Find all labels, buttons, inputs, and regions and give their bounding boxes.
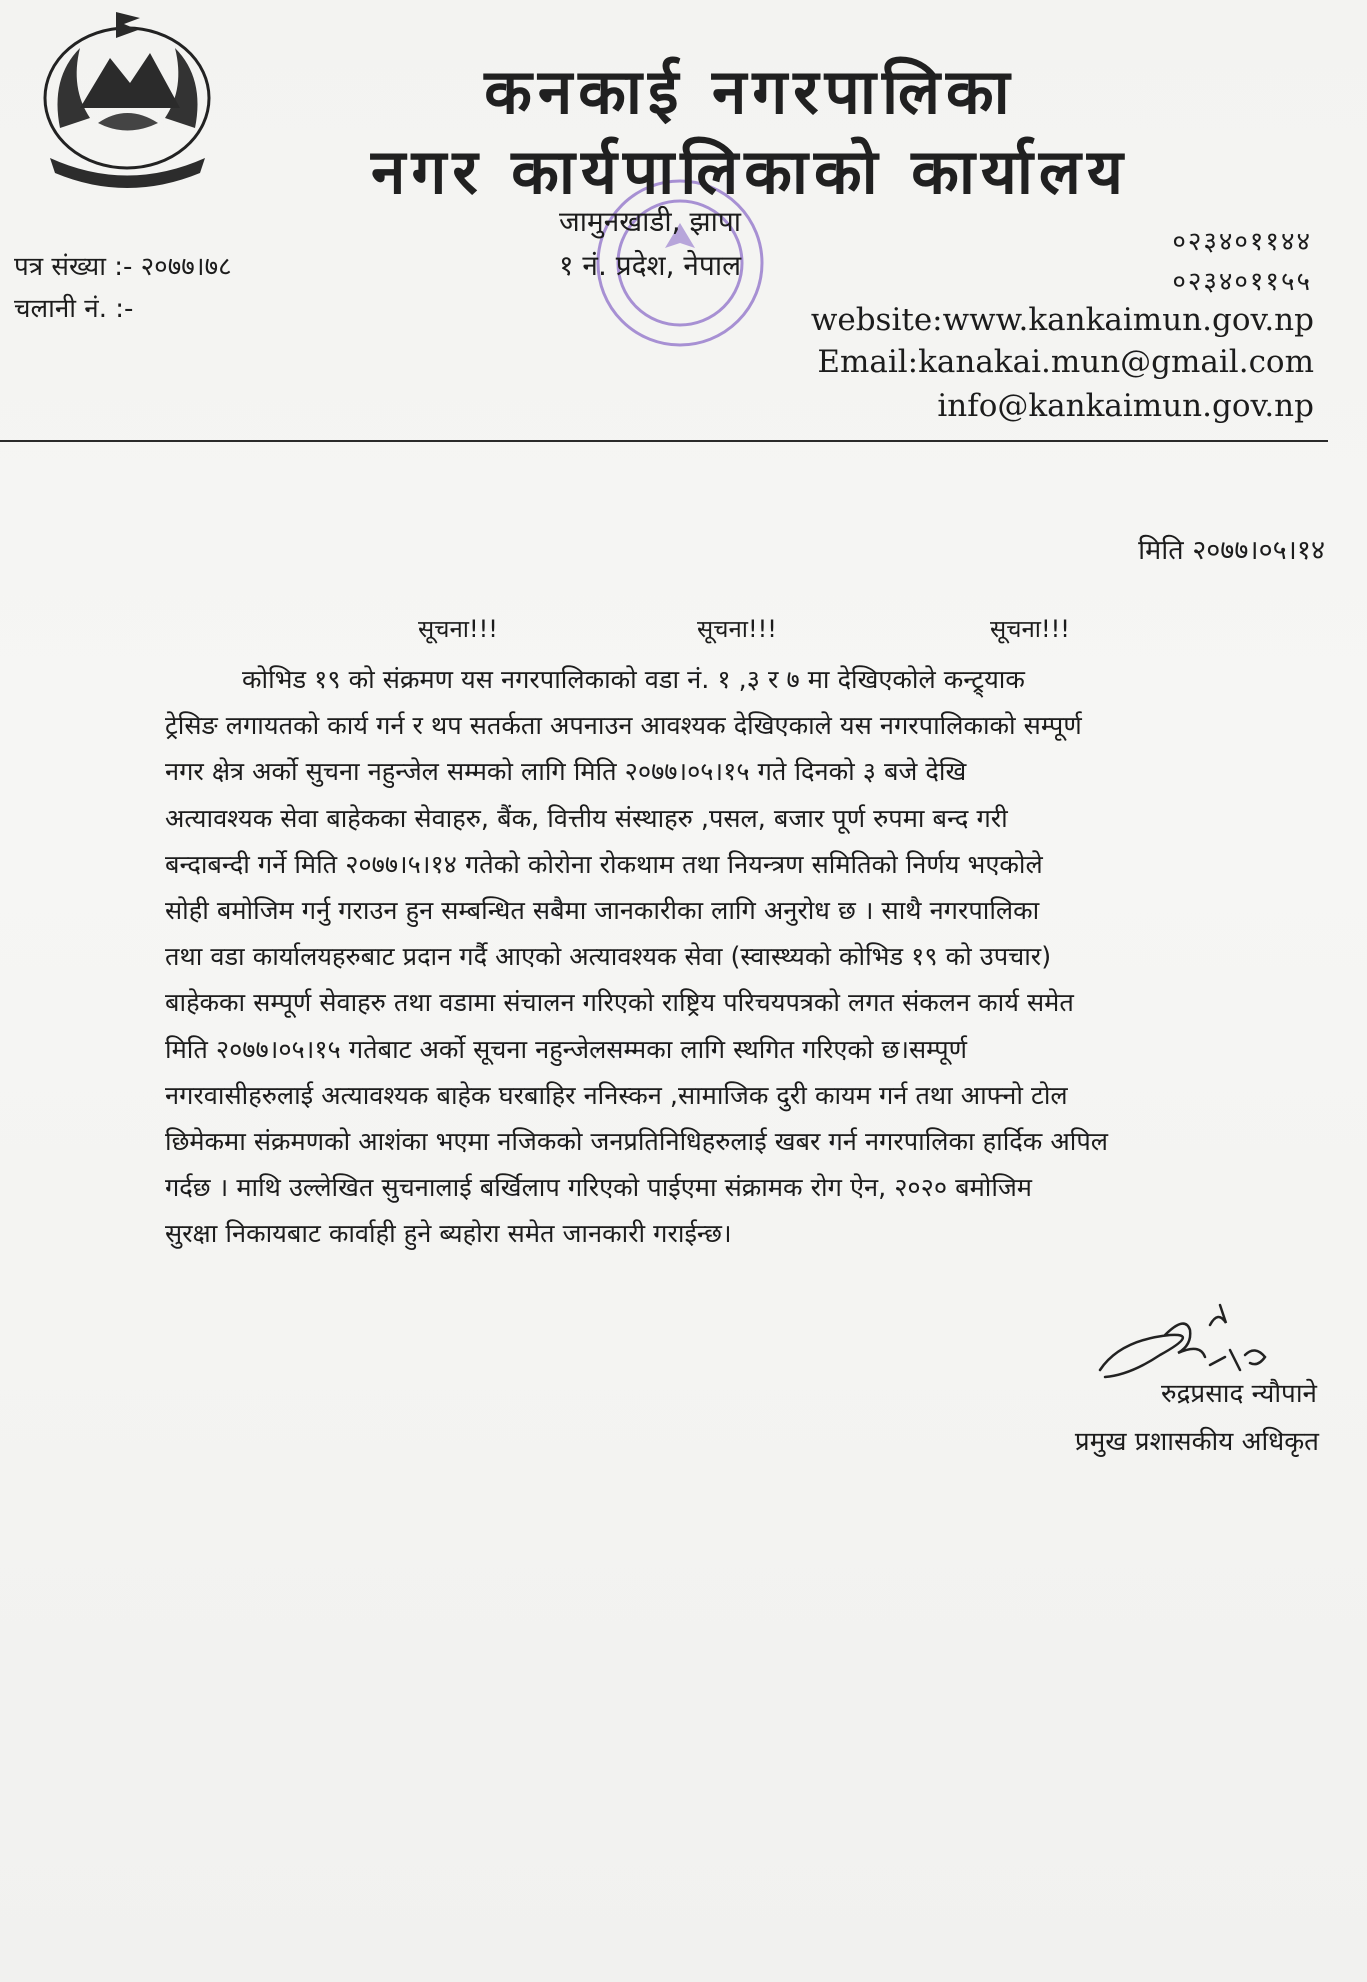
office-name: नगर कार्यपालिकाको कार्यालय <box>371 135 1129 208</box>
notice-heading-1: सूचना!!! <box>418 615 498 643</box>
header-divider <box>0 440 1328 442</box>
body-line: तथा वडा कार्यालयहरुबाट प्रदान गर्दै आएको अत्यावश्यक सेवा (स्वास्थ्यको कोभिड १९ को उपचार) <box>165 941 1052 972</box>
notice-heading-2: सूचना!!! <box>697 615 777 643</box>
email-secondary: info@kankaimun.gov.np <box>937 388 1314 424</box>
body-line: सुरक्षा निकायबाट कार्वाही हुने ब्यहोरा समेत जानकारी गराईन्छ। <box>165 1218 732 1249</box>
body-line: अत्यावश्यक सेवा बाहेकका सेवाहरु, बैंक, वित्तीय संस्थाहरु ,पसल, बजार पूर्ण रुपमा बन्द गरी <box>165 802 1008 833</box>
municipality-name: कनकाई नगरपालिका <box>484 55 1016 128</box>
body-line: छिमेकमा संक्रमणको आशंका भएमा नजिकको जनप्रतिनिधिहरुलाई खबर गर्न नगरपालिका हार्दिक अपिल <box>165 1126 1108 1157</box>
nepal-emblem-icon <box>20 8 235 193</box>
body-line: नगरवासीहरुलाई अत्यावश्यक बाहेक घरबाहिर ननिस्कन ,सामाजिक दुरी कायम गर्न तथा आफ्नो टोल <box>165 1079 1068 1110</box>
website: website:www.kankaimun.gov.np <box>810 302 1314 338</box>
body-line: मिति २०७७।०५।१५ गतेबाट अर्को सूचना नहुन्जेलसम्मका लागि स्थगित गरिएको छ।सम्पूर्ण <box>165 1033 968 1064</box>
dispatch-number: चलानी नं. :- <box>14 294 134 324</box>
body-line: कोभिड १९ को संक्रमण यस नगरपालिकाको वडा नं. १ ,३ र ७ मा देखिएकोले कन्ट्र्याक <box>242 664 1025 694</box>
letter-date: मिति २०७७।०५।१४ <box>1138 535 1325 566</box>
body-line: नगर क्षेत्र अर्को सुचना नहुन्जेल सम्मको लागि मिति २०७७।०५।१५ गते दिनको ३ बजे देखि <box>165 756 967 787</box>
address-line-2: १ नं. प्रदेश, नेपाल <box>558 249 742 282</box>
phone-2: ०२३४०११५५ <box>1172 267 1312 297</box>
reference-number: पत्र संख्या :- २०७७।७८ <box>14 252 232 282</box>
body-line: बन्दाबन्दी गर्ने मिति २०७७।५।१४ गतेको कोरोना रोकथाम तथा नियन्त्रण समितिको निर्णय भएकोले <box>165 848 1043 879</box>
body-line: गर्दछ । माथि उल्लेखित सुचनालाई बर्खिलाप गरिएको पाईएमा संक्रामक रोग ऐन, २०२० बमोजिम <box>165 1172 1032 1203</box>
body-line: ट्रेसिङ लगायतको कार्य गर्न र थप सतर्कता अपनाउन आवश्यक देखिएकाले यस नगरपालिकाको सम्पूर्ण <box>165 710 1082 741</box>
address-line-1: जामुनखाडी, झापा <box>558 205 742 238</box>
signer-designation: प्रमुख प्रशासकीय अधिकृत <box>1074 1427 1319 1457</box>
body-line: बाहेकका सम्पूर्ण सेवाहरु तथा वडामा संचालन गरिएको राष्ट्रिय परिचयपत्रको लगत संकलन कार्य समेत <box>165 987 1074 1018</box>
body-line: सोही बमोजिम गर्नु गराउन हुन सम्बन्धित सबैमा जानकारीका लागि अनुरोध छ । साथै नगरपालिका <box>165 895 1040 926</box>
phone-1: ०२३४०११४४ <box>1172 227 1312 257</box>
email: Email:kanakai.mun@gmail.com <box>817 344 1314 380</box>
letter-body <box>165 656 1320 1257</box>
notice-heading-3: सूचना!!! <box>990 615 1070 643</box>
signer-name: रुद्रप्रसाद न्यौपाने <box>1161 1379 1317 1409</box>
